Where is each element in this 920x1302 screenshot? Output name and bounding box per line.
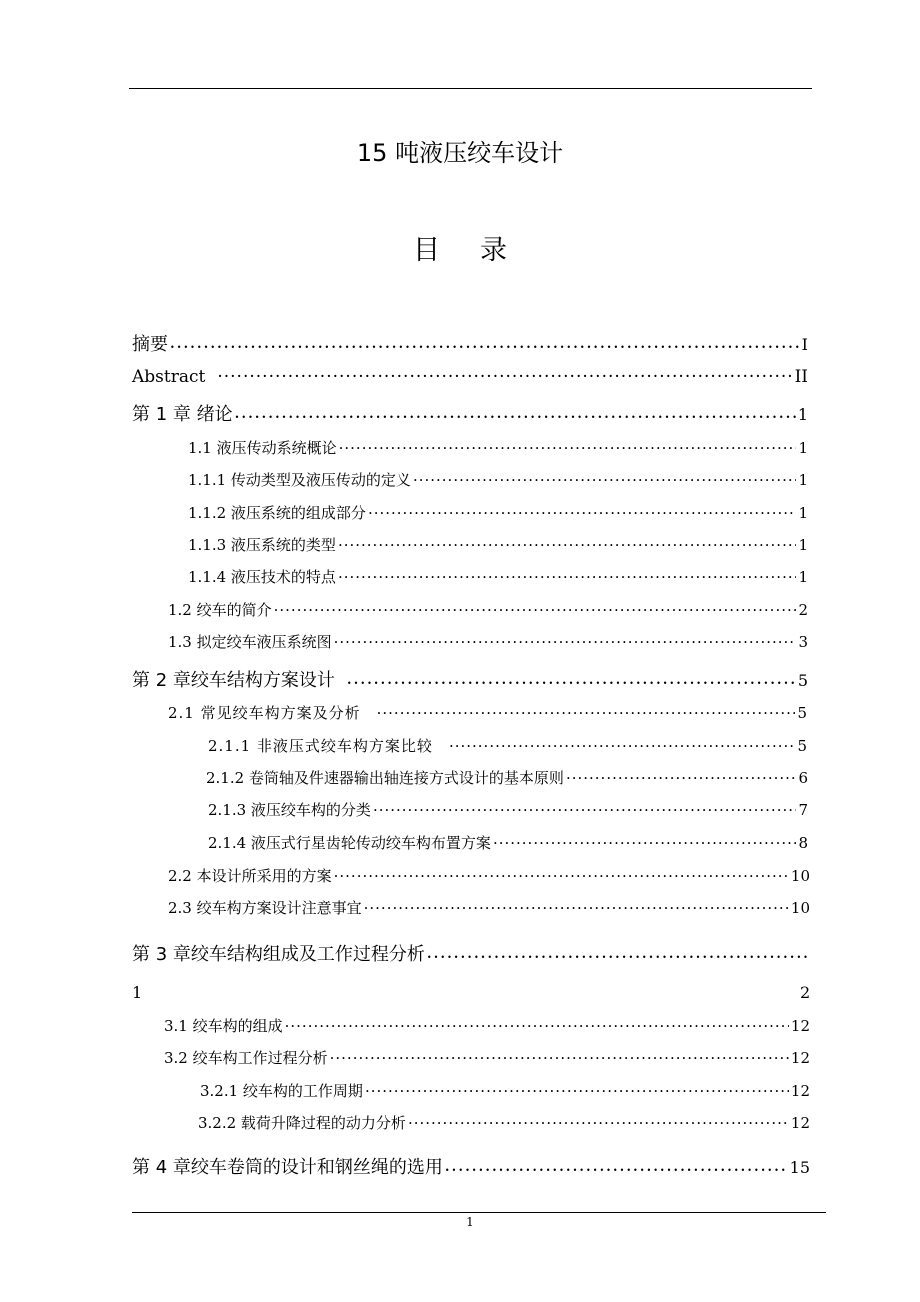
toc-entry-label: 1.1.3 液压系统的类型 <box>188 536 336 554</box>
toc-entry[interactable] <box>208 799 808 820</box>
toc-entry[interactable] <box>208 832 808 853</box>
toc-entry[interactable] <box>188 469 808 490</box>
toc-entry[interactable] <box>200 1080 810 1101</box>
toc-entry-page: 1 <box>798 536 808 554</box>
toc-entry-label: 第 2 章绞车结构方案设计 <box>132 670 335 691</box>
toc-leader-dots <box>566 769 797 787</box>
toc-leader-dots <box>334 867 789 885</box>
toc-entry-label: 2.1.4 液压式行星齿轮传动绞车构布置方案 <box>208 834 491 852</box>
toc-entry-label: 1.1.4 液压技术的特点 <box>188 568 336 586</box>
toc-entry-label: 2.2 本设计所采用的方案 <box>168 867 332 885</box>
toc-leader-dots <box>364 899 789 917</box>
footer-rule <box>132 1212 826 1213</box>
toc-entry-page: 12 <box>790 1082 810 1100</box>
toc-leader-dots <box>493 834 797 852</box>
toc-entry[interactable] <box>188 437 808 458</box>
toc-leader-dots <box>330 1049 789 1067</box>
toc-entry-page: 10 <box>790 899 810 917</box>
toc-entry[interactable] <box>132 666 808 692</box>
document-title: 15 吨液压绞车设计 <box>356 139 564 167</box>
toc-entry-label: 1.1 液压传动系统概论 <box>188 439 337 457</box>
toc-entry[interactable] <box>164 1015 810 1036</box>
toc-entry-page: 2 <box>798 601 808 619</box>
toc-entry-label: 2.1 常见绞车构方案及分析 <box>168 704 361 722</box>
toc-leader-dots <box>427 945 808 964</box>
toc-entry-page: 5 <box>797 704 808 722</box>
toc-leader-dots <box>365 1082 789 1100</box>
toc-leader-dots <box>377 704 796 722</box>
toc-leader-dots <box>373 801 797 819</box>
toc-entry-label: 3.2.2 载荷升降过程的动力分析 <box>198 1114 406 1132</box>
toc-entry[interactable] <box>188 534 808 555</box>
toc-entry[interactable] <box>164 1047 810 1068</box>
toc-leader-dots <box>347 671 796 690</box>
toc-entry-label: 3.2 绞车构工作过程分析 <box>164 1049 328 1067</box>
toc-entry-label: 3.1 绞车构的组成 <box>164 1017 283 1035</box>
toc-entry-page: 7 <box>798 801 808 819</box>
toc-leader-dots <box>235 405 796 424</box>
footer-page-number: 1 <box>466 1215 474 1229</box>
toc-wrap-left: 1 <box>132 983 143 1002</box>
toc-entry-label: 第 1 章 绪论 <box>132 404 233 425</box>
toc-entry-label: 1.2 绞车的简介 <box>168 601 272 619</box>
toc-entry[interactable] <box>206 767 808 788</box>
toc-entry[interactable] <box>208 735 808 756</box>
toc-leader-dots <box>338 568 797 586</box>
toc-entry-label: 1.1.1 传动类型及液压传动的定义 <box>188 471 411 489</box>
toc-leader-dots <box>217 367 792 387</box>
toc-entry[interactable] <box>132 940 810 966</box>
toc-entry-label: 摘要 <box>132 334 168 355</box>
toc-leader-dots <box>408 1114 789 1132</box>
toc-entry[interactable] <box>168 702 808 723</box>
toc-leader-dots <box>170 335 800 354</box>
toc-entry-page: 1 <box>798 471 808 489</box>
toc-entry-label: 2.3 绞车构方案设计注意事宜 <box>168 899 362 917</box>
toc-entry-page: 15 <box>789 1158 810 1177</box>
toc-entry-page: 8 <box>798 834 808 852</box>
toc-entry[interactable] <box>132 330 808 356</box>
header-rule <box>129 88 812 89</box>
toc-entry[interactable] <box>198 1112 810 1133</box>
toc-wrap-right: 2 <box>800 983 811 1002</box>
toc-entry[interactable] <box>188 566 808 587</box>
toc-entry[interactable] <box>132 1153 810 1179</box>
toc-entry[interactable] <box>188 502 808 523</box>
toc-entry-label: 2.1.2 卷筒轴及件速器输出轴连接方式设计的基本原则 <box>206 769 564 787</box>
toc-leader-dots <box>274 601 797 619</box>
toc-leader-dots <box>368 504 797 522</box>
toc-entry-page: 12 <box>790 1049 810 1067</box>
toc-leader-dots <box>339 439 797 457</box>
toc-leader-dots <box>285 1017 789 1035</box>
toc-entry[interactable] <box>168 897 810 918</box>
toc-leader-dots <box>449 737 796 755</box>
toc-entry[interactable] <box>132 367 808 387</box>
toc-entry[interactable] <box>168 599 808 620</box>
toc-entry-page: I <box>801 335 808 354</box>
toc-leader-dots <box>413 471 797 489</box>
toc-entry-label: 1.3 拟定绞车液压系统图 <box>168 633 332 651</box>
toc-entry-page: 12 <box>790 1017 810 1035</box>
toc-entry[interactable] <box>168 865 810 886</box>
toc-entry-page: 1 <box>798 439 808 457</box>
toc-leader-dots <box>334 633 797 651</box>
toc-entry-label: 2.1.3 液压绞车构的分类 <box>208 801 371 819</box>
toc-entry-page: 3 <box>798 633 808 651</box>
toc-entry-page: 5 <box>797 737 808 755</box>
toc-entry-page: 6 <box>798 769 808 787</box>
toc-entry-page: 12 <box>790 1114 810 1132</box>
toc-entry-page: 1 <box>798 568 808 586</box>
toc-entry-label: 第 4 章绞车卷筒的设计和钢丝绳的选用 <box>132 1157 443 1178</box>
toc-entry-page: II <box>794 367 808 387</box>
toc-entry-label: 2.1.1 非液压式绞车构方案比较 <box>208 737 433 755</box>
toc-entry-label: 1.1.2 液压系统的组成部分 <box>188 504 366 522</box>
toc-entry-label: 3.2.1 绞车构的工作周期 <box>200 1082 363 1100</box>
toc-entry-page: 5 <box>797 671 808 690</box>
toc-entry[interactable] <box>168 631 808 652</box>
toc-entry-page: 1 <box>798 504 808 522</box>
toc-entry-label: Abstract <box>132 367 206 387</box>
toc-entry-page: 10 <box>790 867 810 885</box>
toc-leader-dots <box>445 1158 788 1177</box>
toc-entry-page: 1 <box>797 405 808 424</box>
toc-entry[interactable] <box>132 400 808 426</box>
toc-entry-label: 第 3 章绞车结构组成及工作过程分析 <box>132 944 425 965</box>
toc-heading: 目录 <box>413 235 547 266</box>
toc-leader-dots <box>338 536 797 554</box>
